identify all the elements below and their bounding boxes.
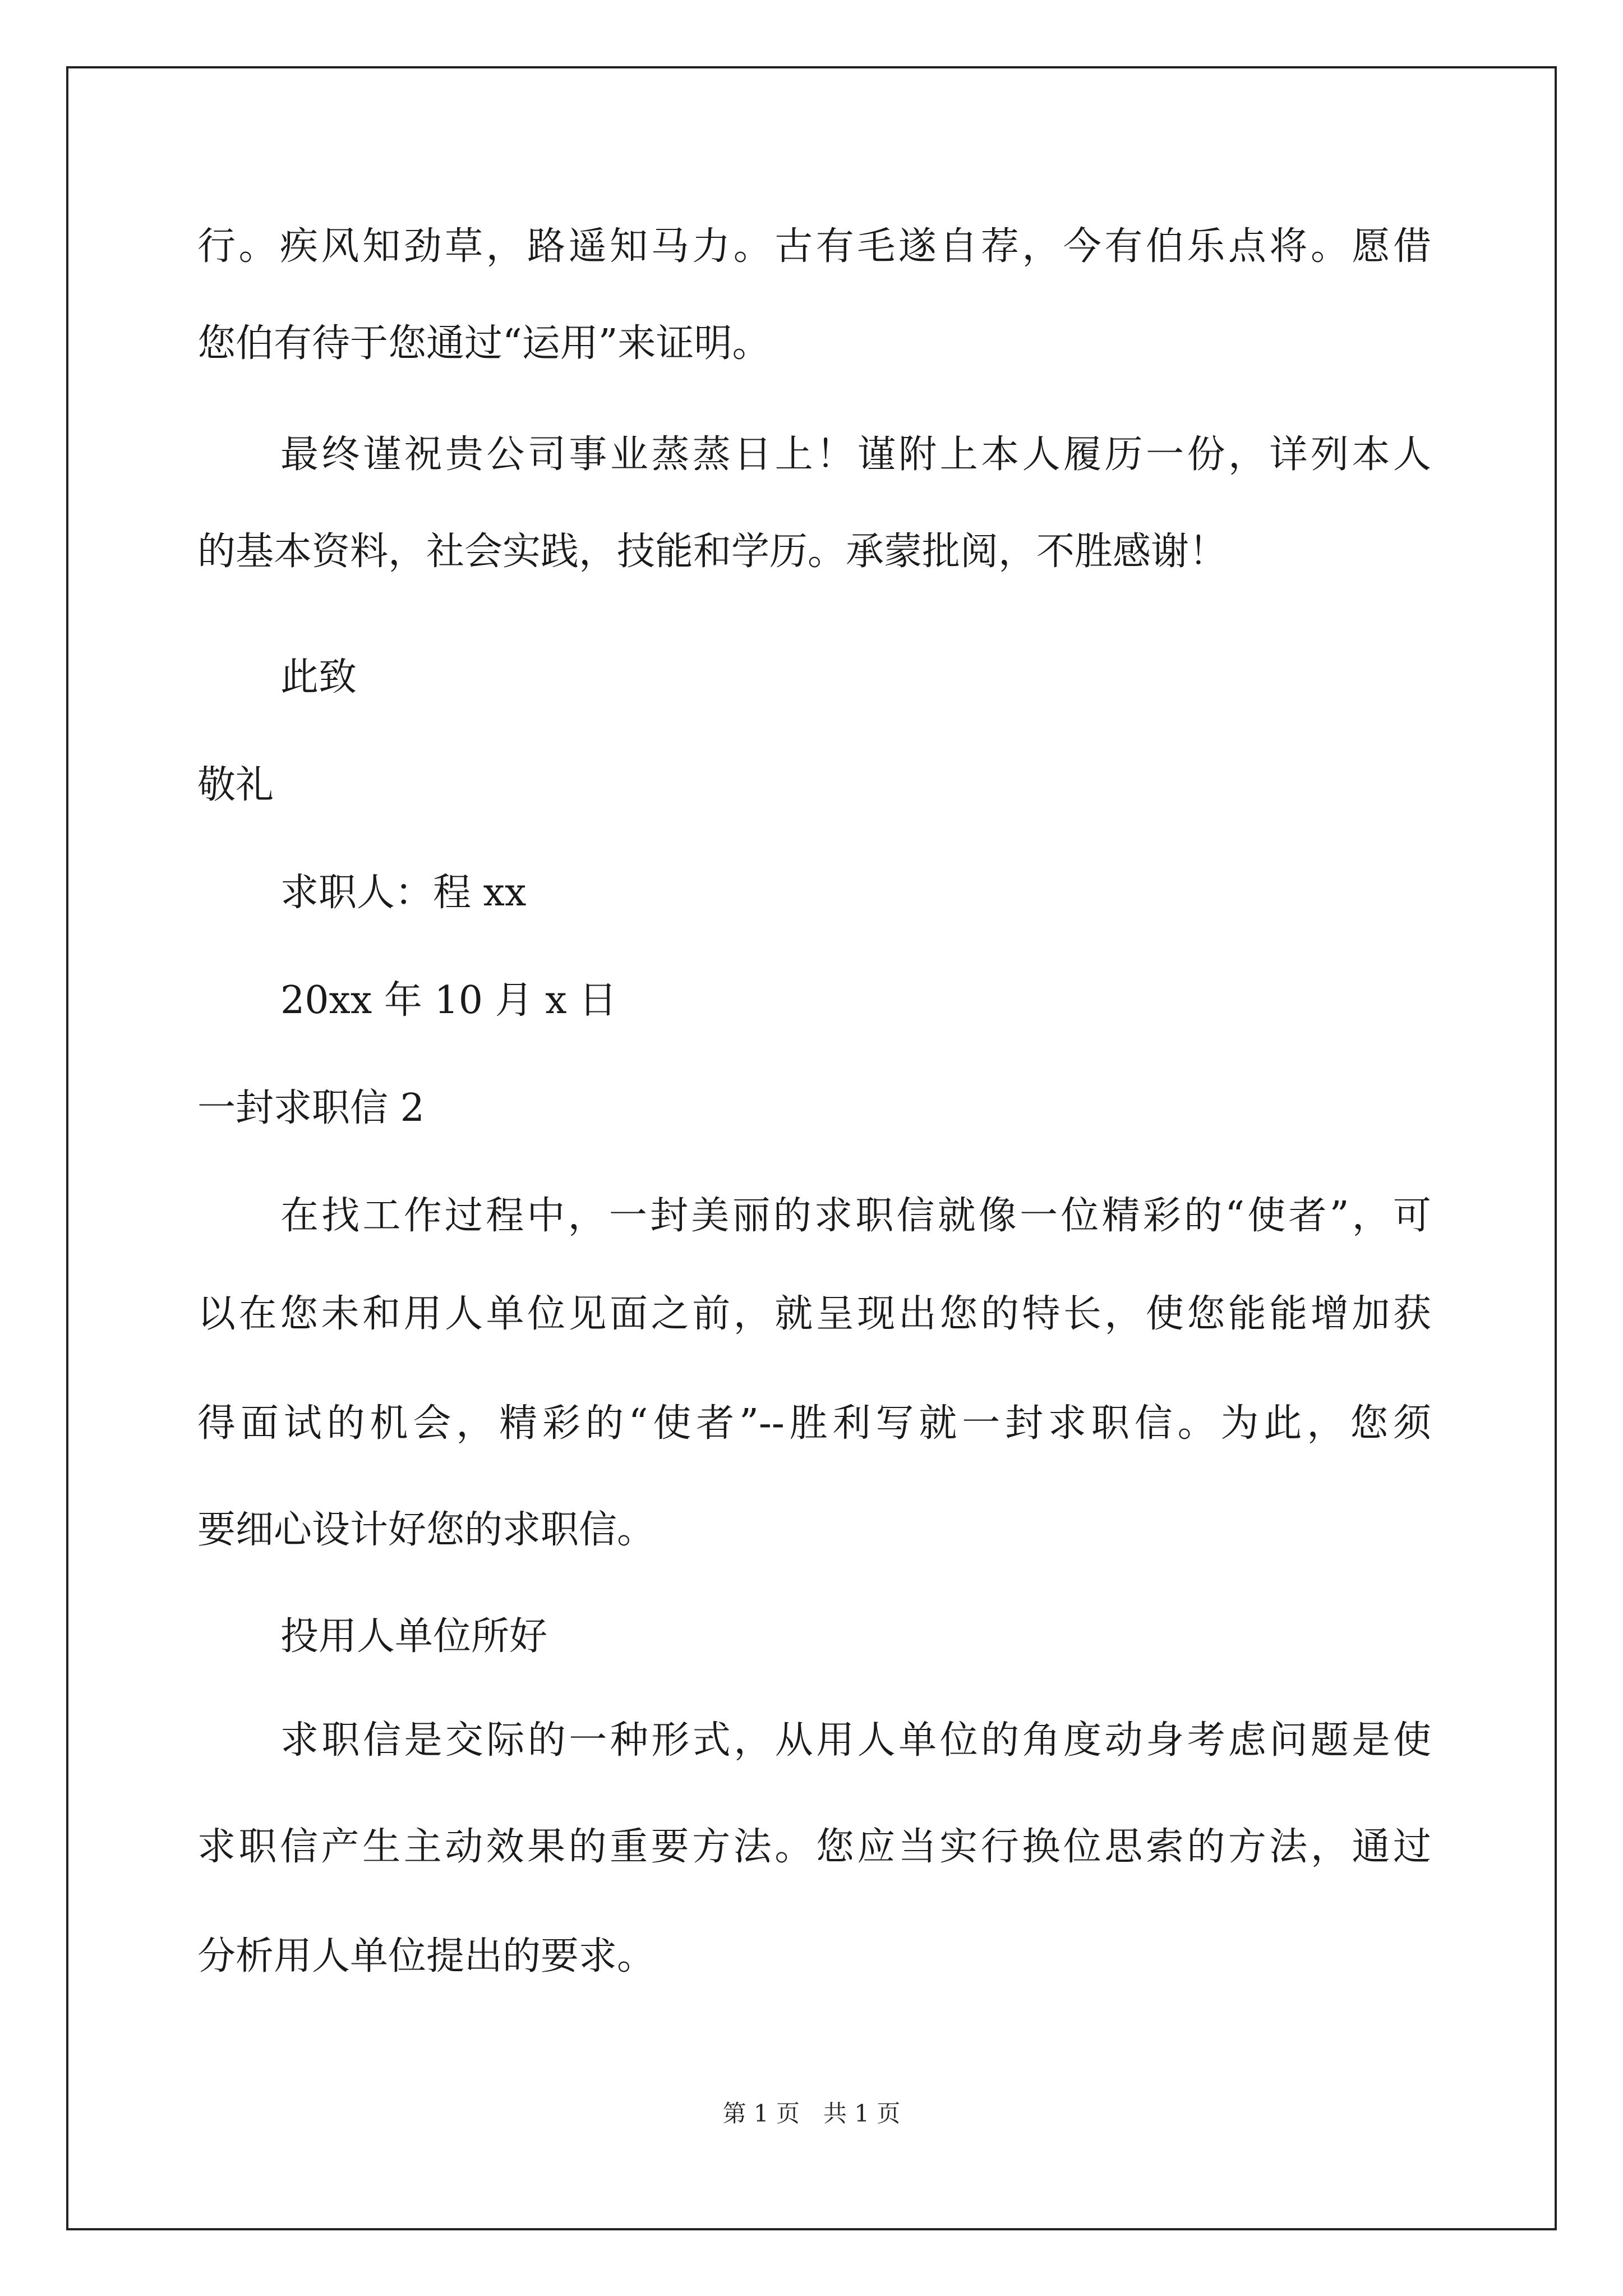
text-line: 得面试的机会，精彩的“使者”--胜利写就一封求职信。为此，您须 [197,1401,1431,1446]
text-line: 您伯有待于您通过“运用”来证明。 [197,321,771,366]
closing-salutation: 此致 [280,655,357,700]
page-number-footer: 第 1 页 共 1 页 [722,2100,901,2127]
applicant-signature: 求职人：程 xx [280,871,527,915]
page-border [66,66,1557,2230]
text-line: 行。疾风知劲草，路遥知马力。古有毛遂自荐，今有伯乐点将。愿借 [197,224,1431,269]
text-line: 的基本资料，社会实践，技能和学历。承蒙批阅，不胜感谢！ [197,530,1228,574]
text-line: 在找工作过程中，一封美丽的求职信就像一位精彩的“使者”，可 [280,1194,1431,1238]
subheading: 投用人单位所好 [280,1614,548,1659]
text-line: 求职信产生主动效果的重要方法。您应当实行换位思索的方法，通过 [197,1825,1431,1869]
text-line: 要细心设计好您的求职信。 [197,1508,656,1552]
section-heading: 一封求职信 2 [197,1086,425,1130]
text-line: 最终谨祝贵公司事业蒸蒸日上！谨附上本人履历一份，详列本人 [280,432,1431,477]
text-line: 求职信是交际的一种形式，从用人单位的角度动身考虑问题是使 [280,1718,1431,1763]
text-line: 分析用人单位提出的要求。 [197,1934,656,1978]
text-line: 以在您未和用人单位见面之前，就呈现出您的特长，使您能能增加获 [197,1292,1431,1336]
closing-regards: 敬礼 [197,763,274,807]
letter-date: 20xx 年 10 月 x 日 [280,978,617,1023]
